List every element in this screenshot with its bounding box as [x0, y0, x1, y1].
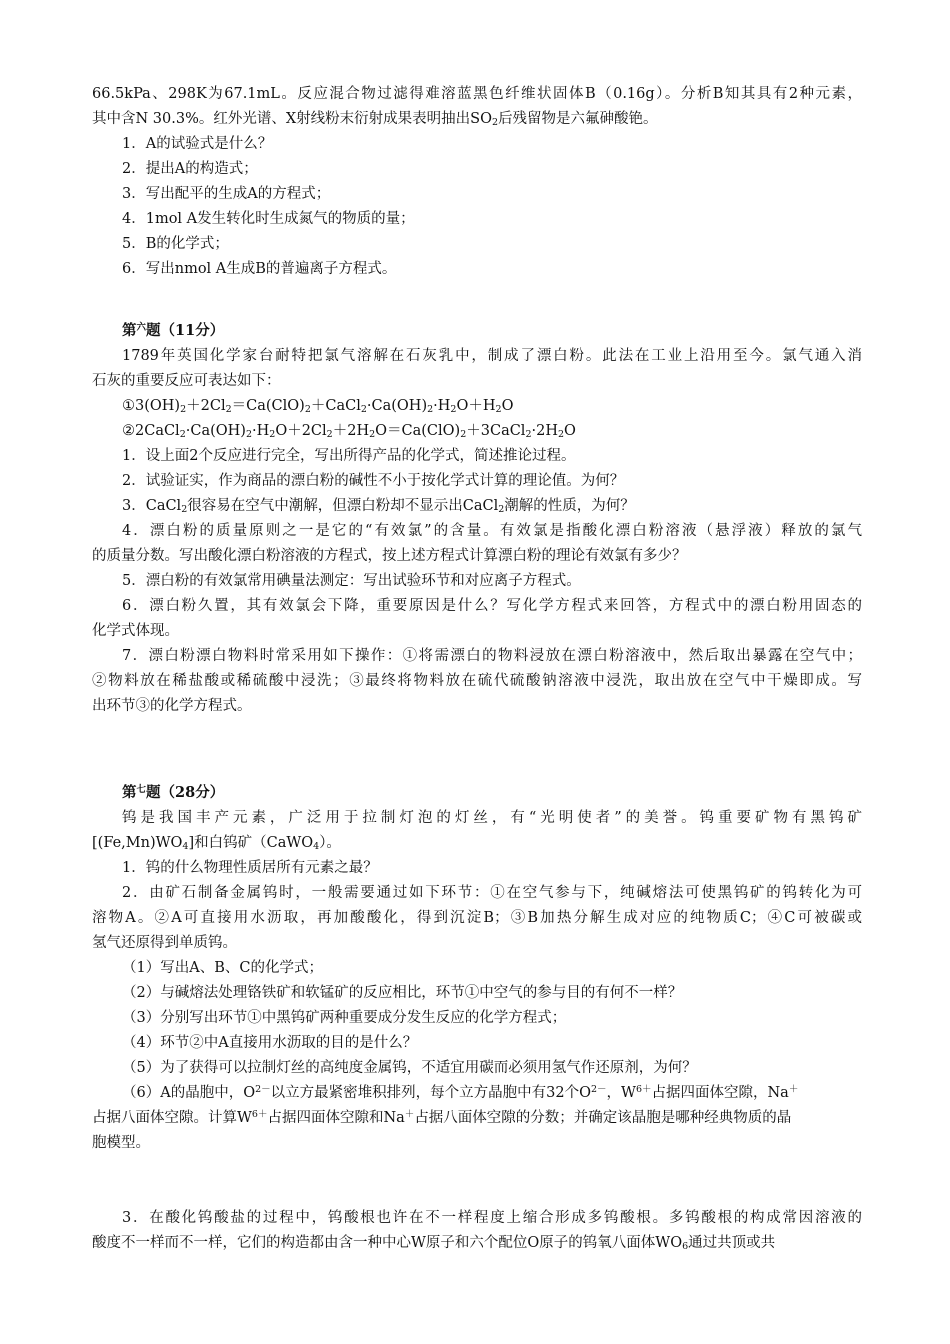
equation-1: $①3(OH)_2+2Cl_2=Ca(ClO)_2+CaCl_2\cdot Ca(OH)_2\cdot H_2O+H_2O$	[122, 398, 514, 415]
sub-question: （4）环节②中A直接用水沥取的目的是什么？	[122, 1035, 418, 1051]
sub-question: （5）为了获得可以拉制灯丝的高纯度金属钨，不适宜用碳而必须用氢气作还原剂，为何？	[122, 1060, 697, 1076]
paragraph-line: 占据八面体空隙。计算$W^{6+}$占据四面体空隙和Na＋占据八面体空隙的分数；并确定该晶胞是哪种经典物质的晶	[92, 1109, 792, 1126]
paragraph-line: 胞模型。	[92, 1135, 150, 1151]
intro-line: 其中含N 30.3%。红外光谱、X射线粉末衍射成果表明抽出$SO_2$后残留物是六氟砷酸铯。	[92, 111, 658, 128]
paragraph-line: 溶物A。②A可直接用水沥取，再加酸酸化，得到沉淀B；③B加热分解生成对应的纯物质C；④C可被碳或	[92, 910, 862, 926]
paragraph-line: 的质量分数。写出酸化漂白粉溶液的方程式，按上述方程式计算漂白粉的理论有效氯有多少？	[92, 548, 687, 564]
question-item: 1．钨的什么物理性质居所有元素之最？	[122, 860, 378, 876]
question-item: 1．设上面2个反应进行完全，写出所得产品的化学式，简述推论过程。	[122, 448, 576, 464]
paragraph-line: 酸度不一样而不一样，它们的构造都由含一种中心W原子和六个配位O原子的钨氧八面体$WO_6$通过共顶或共	[92, 1235, 776, 1252]
sub-question: （1）写出A、B、C的化学式；	[122, 960, 323, 976]
sub-question: （2）与碱熔法处理铬铁矿和软锰矿的反应相比，环节①中空气的参与目的有何不一样？	[122, 985, 683, 1001]
paragraph-line: 钨是我国丰产元素，广泛用于拉制灯泡的灯丝，有“光明使者”的美誉。钨重要矿物有黑钨矿	[122, 810, 862, 826]
paragraph-line: 1789年英国化学家台耐特把氯气溶解在石灰乳中，制成了漂白粉。此法在工业上沿用至今。氯气通入消	[122, 348, 862, 364]
question-item: 5．B的化学式；	[122, 236, 229, 252]
question-item: 6．写出nmol A生成B的普遍离子方程式。	[122, 261, 397, 277]
question-item: 3．CaCl$_2$很容易在空气中潮解，但漂白粉却不显示出CaCl$_2$潮解的性质，为何？	[122, 498, 635, 515]
question-item: 2．试验证实，作为商品的漂白粉的碱性不小于按化学式计算的理论值。为何？	[122, 473, 625, 489]
question-item: 6．漂白粉久置，其有效氯会下降，重要原因是什么？写化学方程式来回答，方程式中的漂白粉用固态的	[122, 598, 862, 614]
question-item: 5．漂白粉的有效氯常用碘量法测定：写出试验环节和对应离子方程式。	[122, 573, 581, 589]
section-heading: 第$^六$题（11分）	[122, 322, 225, 339]
question-item: 4．漂白粉的质量原则之一是它的“有效氯”的含量。有效氯是指酸化漂白粉溶液（悬浮液）释放的氯气	[122, 523, 862, 539]
question-item: 7．漂白粉漂白物料时常采用如下操作：①将需漂白的物料浸放在漂白粉溶液中，然后取出暴露在空气中；	[122, 648, 862, 664]
paragraph-line: $[(Fe,Mn)WO_4]$和白钨矿（CaWO$_4$）。	[92, 835, 341, 852]
paragraph-line: ②物料放在稀盐酸或稀硫酸中浸洗；③最终将物料放在硫代硫酸钠溶液中浸洗，取出放在空气中干燥即成。写	[92, 673, 862, 689]
section-heading: 第$^七$题（28分）	[122, 784, 225, 801]
paragraph-line: 出环节③的化学方程式。	[92, 698, 252, 714]
equation-2: $②2CaCl_2\cdot Ca(OH)_2\cdot H_2O+2Cl_2+2H_2O=Ca(ClO)_2+3CaCl_2\cdot 2H_2O$	[122, 423, 576, 440]
paragraph-line: 石灰的重要反应可表达如下：	[92, 373, 281, 389]
intro-line: 66.5kPa、298K为67.1mL。反应混合物过滤得难溶蓝黑色纤维状固体B（0.16g）。分析B知其具有2种元素，	[92, 86, 862, 102]
question-item: 2．提出A的构造式；	[122, 161, 258, 177]
question-item: 1．A的试验式是什么？	[122, 136, 273, 152]
sub-question: （6）A的晶胞中，$O^{2-}$以立方最紧密堆积排列，每个立方晶胞中有32个$O^{2-}$，$W^{6+}$占据四面体空隙，Na＋	[122, 1084, 799, 1101]
question-item: 3．在酸化钨酸盐的过程中，钨酸根也许在不一样程度上缩合形成多钨酸根。多钨酸根的构成常因溶液的	[122, 1210, 862, 1226]
sub-question: （3）分别写出环节①中黑钨矿两种重要成分发生反应的化学方程式；	[122, 1010, 567, 1026]
paragraph-line: 氢气还原得到单质钨。	[92, 935, 237, 951]
question-item: 4．1mol A发生转化时生成氮气的物质的量；	[122, 211, 415, 227]
question-item: 2．由矿石制备金属钨时，一般需要通过如下环节：①在空气参与下，纯碱熔法可使黑钨矿的钨转化为可	[122, 885, 862, 901]
paragraph-line: 化学式体现。	[92, 623, 179, 639]
question-item: 3．写出配平的生成A的方程式；	[122, 186, 331, 202]
